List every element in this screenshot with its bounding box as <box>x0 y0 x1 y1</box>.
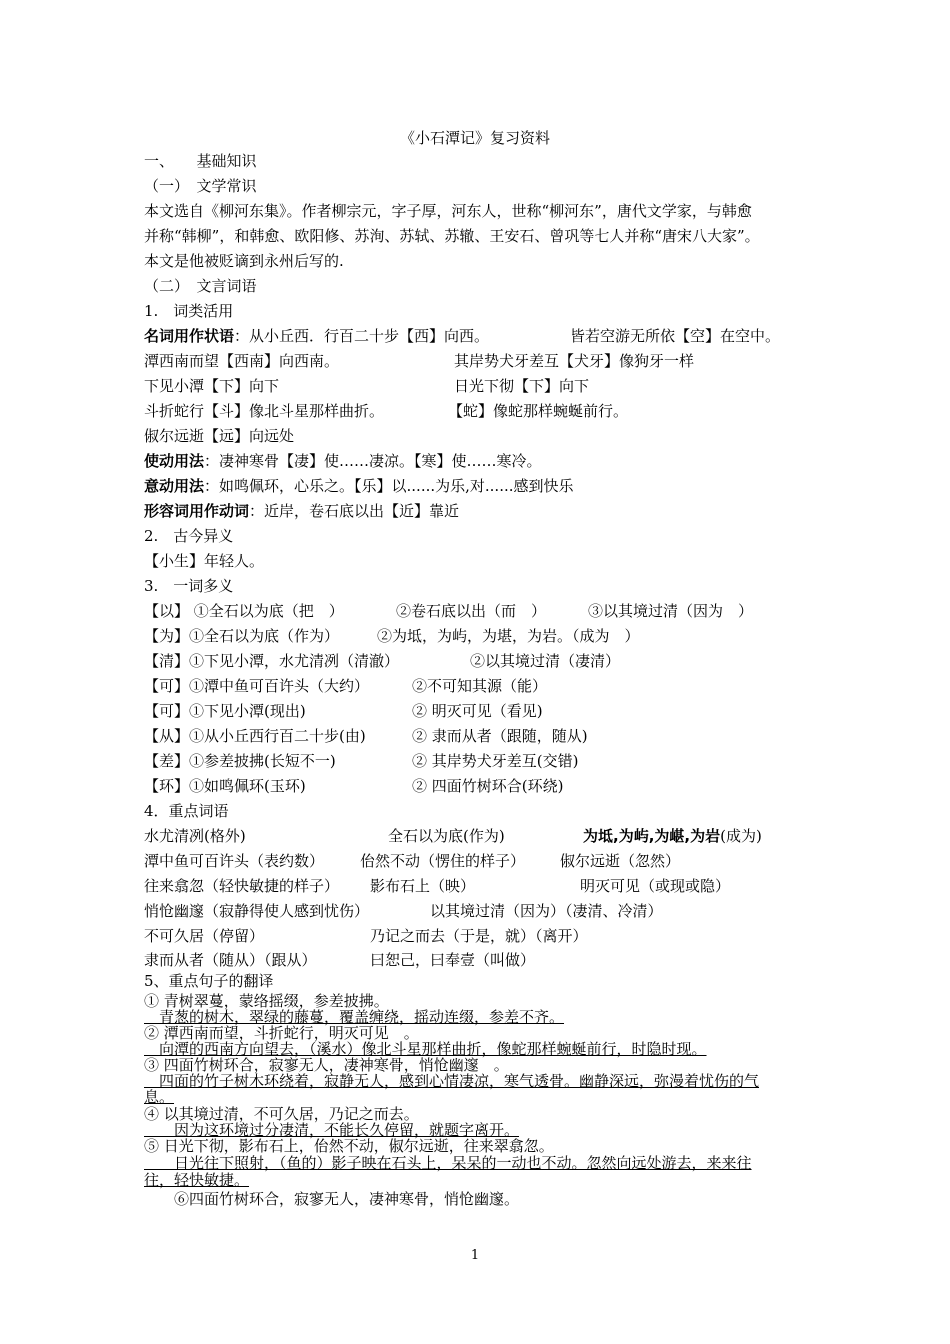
duoyi-row <box>144 776 564 796</box>
sentence: ② 潭西南而望，斗折蛇行，明灭可见 。 <box>144 1024 419 1042</box>
usage-label: 形容词用作动词 <box>144 502 250 520</box>
usage-text: 皆若空游无所依【空】在空中。 <box>570 327 781 345</box>
sentence: ⑥四面竹树环合，寂寥无人，凄神寒骨，悄怆幽邃。 <box>144 1190 520 1208</box>
gujin-line: 【小生】年轻人。 <box>144 552 265 570</box>
paragraph-line: 本文选自《柳河东集》。作者柳宗元，字子厚，河东人，世称“柳河东”，唐代文学家，与韩愈 <box>144 202 752 220</box>
duoyi-text: 【差】①参差披拂(长短不一) <box>144 752 336 770</box>
usage-text: ：如鸣佩环，心乐之。【乐】以......为乐,对......感到快乐 <box>204 477 574 495</box>
duoyi-text: ②不可知其源（能） <box>412 677 548 695</box>
translation: 息。 <box>144 1088 175 1106</box>
duoyi-row <box>144 751 579 771</box>
translation: 青葱的树木，翠绿的藤蔓，覆盖缠绕，摇动连缀，参差不齐。 <box>144 1008 565 1026</box>
item-heading: 5、重点句子的翻译 <box>144 972 274 990</box>
usage-text: 斗折蛇行【斗】像北斗星那样曲折。 <box>144 402 385 420</box>
usage-text: 下见小潭【下】向下 <box>144 377 280 395</box>
usage-line <box>144 476 574 496</box>
vocab-row <box>144 876 731 896</box>
usage-line: 俶尔远逝【远】向远处 <box>144 427 295 445</box>
subsection-heading: （二） 文言词语 <box>144 277 257 295</box>
translation: 往，轻快敏捷。 <box>144 1171 250 1189</box>
item-heading: 4．重点词语 <box>144 802 229 820</box>
duoyi-text: 【清】①下见小潭，水尤清冽（清澈） <box>144 652 400 670</box>
duoyi-row <box>144 601 754 621</box>
section-heading: 一、 基础知识 <box>144 152 257 170</box>
vocab-gloss: (成为) <box>720 827 762 845</box>
usage-text: ：凄神寒骨【凄】使……凄凉。【寒】使……寒冷。 <box>204 452 542 470</box>
vocab-text: 明灭可见（或现或隐） <box>580 877 731 895</box>
vocab-text: 乃记之而去（于是，就）（离开） <box>370 927 588 945</box>
usage-label: 使动用法 <box>144 452 205 470</box>
vocab-bold: 为坻,为屿,为嵁,为岩 <box>583 827 721 845</box>
vocab-text: 影布石上（映） <box>370 877 476 895</box>
duoyi-text: ② 隶而从者（跟随，随从) <box>412 727 588 745</box>
duoyi-text: 【环】①如鸣佩环(玉环) <box>144 777 306 795</box>
translation: 因为这环境过分凄清，不能长久停留，就题字离开。 <box>144 1121 520 1139</box>
translation: 四面的竹子树木环绕着，寂静无人，感到心情凄凉，寒气透骨。幽静深远，弥漫着忧伤的气 <box>144 1072 760 1090</box>
duoyi-text: ②以其境过清（凄清） <box>470 652 621 670</box>
sentence: ① 青树翠蔓，蒙络摇缀，参差披拂。 <box>144 992 389 1010</box>
duoyi-row <box>144 676 548 696</box>
usage-text: 其岸势犬牙差互【犬牙】像狗牙一样 <box>454 352 695 370</box>
duoyi-text: 【从】①从小丘西行百二十步(由) <box>144 727 366 745</box>
vocab-row <box>144 901 663 921</box>
usage-line <box>144 501 459 521</box>
usage-text: ：从小丘西．行百二十步【西】向西。 <box>234 327 490 345</box>
vocab-text: 隶而从者（随从）（跟从） <box>144 951 317 969</box>
vocab-text: 以其境过清（因为）（凄清、冷清） <box>430 902 663 920</box>
translation: 日光往下照射，（鱼的）影子映在石头上，呆呆的一动也不动。忽然向远处游去，来来往 <box>144 1154 752 1172</box>
duoyi-text: ②卷石底以出（而 ） <box>396 602 547 620</box>
duoyi-text: ② 明灭可见（看见) <box>412 702 543 720</box>
duoyi-text: ② 四面竹树环合(环绕) <box>412 777 564 795</box>
paragraph-line: 并称“韩柳”，和韩愈、欧阳修、苏洵、苏轼、苏辙、王安石、曾巩等七人并称“唐宋八大家”。 <box>144 227 760 245</box>
duoyi-row <box>144 726 588 746</box>
vocab-text <box>583 826 762 846</box>
paragraph-line: 本文是他被贬谪到永州后写的. <box>144 252 344 270</box>
duoyi-text: 【可】①潭中鱼可百许头（大约） <box>144 677 370 695</box>
usage-text: 日光下彻【下】向下 <box>454 377 590 395</box>
usage-line <box>144 401 629 421</box>
vocab-text: 佁然不动（愣住的样子） <box>360 852 526 870</box>
duoyi-text: ②为坻，为屿，为堪，为岩。（成为 ） <box>377 627 640 645</box>
usage-line <box>144 376 590 396</box>
translation: 向潭的西南方向望去，（溪水）像北斗星那样曲折，像蛇那样蜿蜒前行，时隐时现。 <box>144 1040 707 1058</box>
subsection-heading: （一） 文学常识 <box>144 177 257 195</box>
vocab-row <box>144 950 536 970</box>
duoyi-row <box>144 651 621 671</box>
usage-label: 名词用作状语 <box>144 327 235 345</box>
vocab-text: 全石以为底(作为) <box>388 827 505 845</box>
duoyi-text: 【以】 ①全石以为底（把 ） <box>144 602 344 620</box>
sentence: ③ 四面竹树环合，寂寥无人，凄神寒骨，悄怆幽邃 。 <box>144 1056 509 1074</box>
usage-text: 【蛇】像蛇那样蜿蜒前行。 <box>448 402 629 420</box>
sentence: ⑤ 日光下彻，影布石上，佁然不动，俶尔远逝，往来翠翕忽。 <box>144 1137 554 1155</box>
vocab-text: 悄怆幽邃（寂静得使人感到忧伤） <box>144 902 370 920</box>
vocab-row <box>144 826 762 846</box>
vocab-text: 潭中鱼可百许头（表约数） <box>144 852 325 870</box>
sentence: ④ 以其境过清，不可久居，乃记之而去。 <box>144 1105 419 1123</box>
duoyi-text: 【为】①全石以为底（作为） <box>144 627 340 645</box>
duoyi-text: ③以其境过清（因为 ） <box>588 602 754 620</box>
vocab-row <box>144 851 681 871</box>
vocab-text: 往来翕忽（轻快敏捷的样子） <box>144 877 340 895</box>
vocab-row <box>144 926 588 946</box>
usage-label: 意动用法 <box>144 477 205 495</box>
item-heading: 1. 词类活用 <box>144 302 234 320</box>
usage-text: ：近岸，卷石底以出【近】靠近 <box>249 502 460 520</box>
duoyi-row <box>144 626 640 646</box>
usage-line <box>144 351 695 371</box>
item-heading: 2. 古今异义 <box>144 527 234 545</box>
page-number: 1 <box>470 1248 480 1263</box>
duoyi-row <box>144 701 543 721</box>
document-title: 《小石潭记》复习资料 <box>399 129 550 147</box>
vocab-text: 俶尔远逝（忽然） <box>560 852 681 870</box>
vocab-text: 水尤清冽(格外) <box>144 827 246 845</box>
usage-line <box>144 451 542 471</box>
duoyi-text: ② 其岸势犬牙差互(交错) <box>412 752 579 770</box>
vocab-text: 不可久居（停留） <box>144 927 265 945</box>
item-heading: 3. 一词多义 <box>144 577 234 595</box>
usage-text: 潭西南而望【西南】向西南。 <box>144 352 340 370</box>
duoyi-text: 【可】①下见小潭(现出) <box>144 702 306 720</box>
usage-line <box>144 326 781 346</box>
vocab-text: 曰恕己，曰奉壹（叫做） <box>370 951 536 969</box>
